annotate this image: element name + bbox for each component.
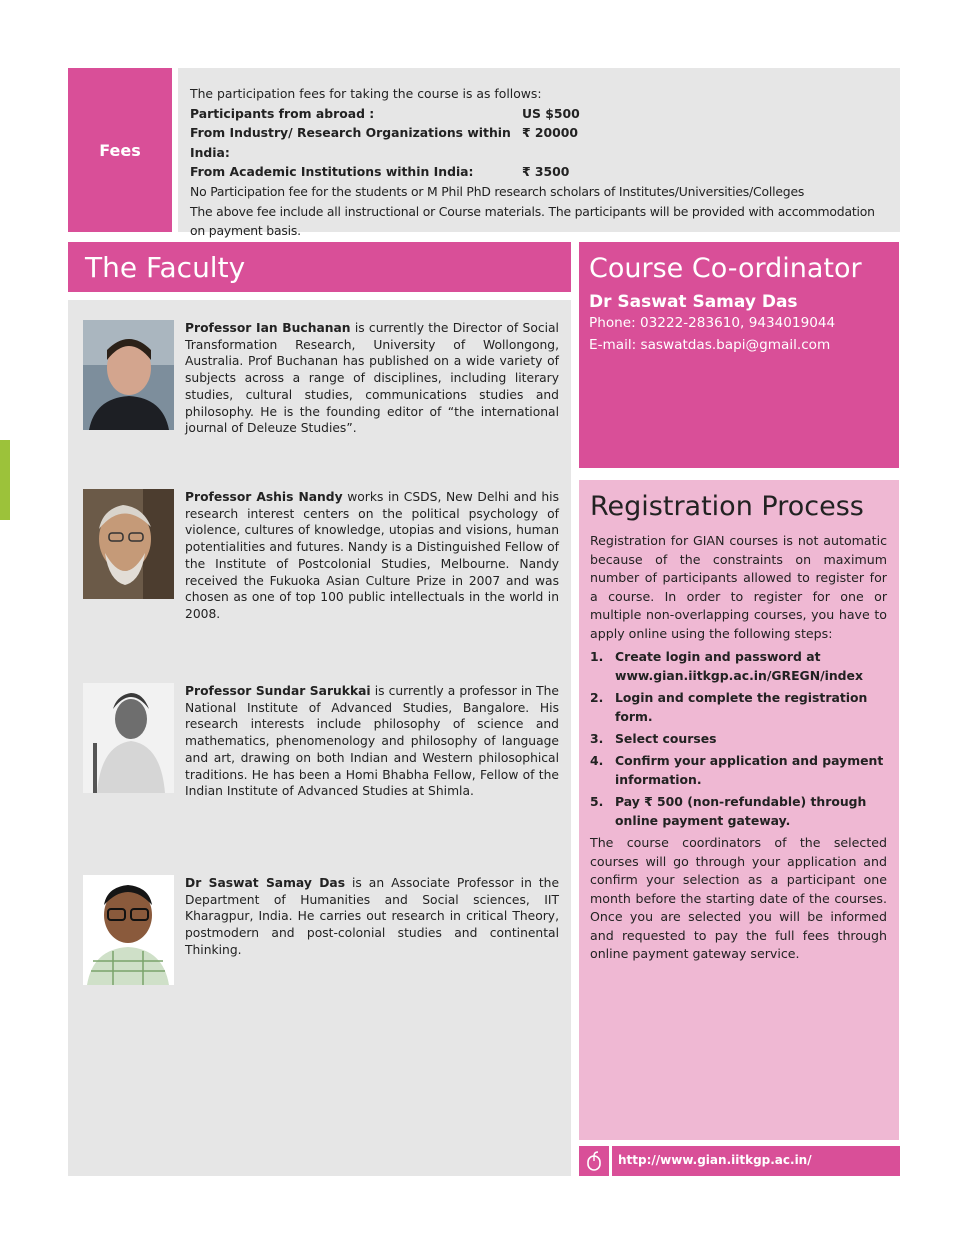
coordinator-name: Dr Saswat Samay Das [589,292,798,312]
green-accent-bar [0,440,10,520]
registration-step [590,792,887,830]
fee-amount: ₹ 20000 [522,125,579,141]
fees-label-text: Fees [99,140,141,160]
fee-amount: ₹ 3500 [522,164,570,180]
fees-note-materials: The above fee include all instructional or Course materials. The participants will be provided with accommodation on payment basis. [190,203,875,239]
registration-steps [590,647,887,830]
coordinator-email[interactable]: E-mail: saswatdas.bapi@gmail.com [589,337,831,353]
step-number: 2. [590,690,604,705]
fee-row [190,123,890,162]
registration-step [590,751,887,789]
fees-note-students: No Participation fee for the students or M Phil PhD research scholars of Institutes/Universities/Colleges [190,183,805,199]
faculty-bio [185,683,559,800]
faculty-name: Professor Sundar Sarukkai [185,684,371,698]
registration-title: Registration Process [590,491,864,522]
faculty-bio [185,489,559,623]
footer-url-bar [612,1146,900,1176]
step-text: Select courses [615,731,717,746]
registration-step [590,647,887,685]
registration-outro: The course coordinators of the selected courses will go through your application and confirm your selection as a participant one month before the starting date of the courses. Once you are selected you will be informed and requested to pay the full fees through online payment gateway service. [590,835,887,961]
step-number: 3. [590,731,604,746]
faculty-name: Dr Saswat Samay Das [185,876,346,890]
registration-box [579,480,899,1140]
step-text: Confirm your application and payment information. [615,753,884,787]
step-text: Login and complete the registration form. [615,690,868,724]
coordinator-title: Course Co-ordinator [589,253,862,284]
website-link[interactable]: http://www.gian.iitkgp.ac.in/ [618,1153,812,1167]
faculty-bio-text: works in CSDS, New Delhi and his research interest centers on the political psychology of violence, cultures of knowledge, utopias and visions, human potentialities and futures. Nandy is a Distinguished Fellow of the Institute of Postcolonial Studies, Melbourne. Nandy received the Fukuoka Asian Culture Prize in 2007 and was chosen as one of top 100 public intellectuals in the world in 2008. [185,490,560,621]
coordinator-box [579,242,899,468]
fees-label [68,68,172,232]
registration-step [590,729,887,748]
faculty-photo-sarukkai [83,683,174,793]
step-text: Pay ₹ 500 (non-refundable) through online payment gateway. [615,794,867,828]
faculty-name: Professor Ashis Nandy [185,490,343,504]
fee-category: From Academic Institutions within India: [190,164,474,180]
faculty-name: Professor Ian Buchanan [185,321,351,335]
faculty-photo-das [83,875,174,985]
faculty-panel [68,300,571,1176]
step-number: 5. [590,794,604,809]
faculty-bio [185,320,559,437]
faculty-bio-text: is currently the Director of Social Transformation Research, University of Wollongong, Australia. Prof Buchanan has published on a wide variety of subjects across a range of disciplines, including literary studies, cultural studies, communications studies and philosophy. He is the founding editor of “the international journal of Deleuze Studies”. [185,321,559,436]
faculty-bio [185,875,559,959]
fees-intro: The participation fees for taking the course is as follows: [190,86,542,101]
registration-intro: Registration for GIAN courses is not automatic because of the constraints on maximum number of participants allowed to register for a course. In order to register for one or multiple non-overlapping courses, you have to apply online using the following steps: [590,533,887,641]
step-number: 4. [590,753,604,768]
faculty-bio-text: is currently a professor in The National Institute of Advanced Studies, Bangalore. His research interests include philosophy of science and mathematics, phenomenology and philosophy of language and art, drawing on both Indian and Western philosophical traditions. He has been a Homi Bhabha Fellow, Fellow of the Indian Institute of Advanced Studies at Shimla. [185,684,559,799]
step-text[interactable]: Create login and password at www.gian.iitkgp.ac.in/GREGN/index [615,649,863,683]
faculty-bio-text: is an Associate Professor in the Department of Humanities and Social sciences, IIT Kharagpur, India. He carries out research in critical Theory, postmodern and post-colonial studies and continental Thinking. [185,876,560,957]
mouse-icon [579,1146,609,1176]
registration-step [590,688,887,726]
fee-category: Participants from abroad : [190,105,375,121]
step-number: 1. [590,649,604,664]
fee-category: From Industry/ Research Organizations within India: [190,125,511,160]
fee-row [190,162,890,182]
fee-amount: US $500 [522,105,580,121]
faculty-header [68,242,571,292]
coordinator-phone: Phone: 03222-283610, 9434019044 [589,315,836,331]
fee-row [190,104,890,124]
faculty-photo-buchanan [83,320,174,430]
fees-box [178,68,900,239]
faculty-title: The Faculty [85,251,246,284]
faculty-photo-nandy [83,489,174,599]
